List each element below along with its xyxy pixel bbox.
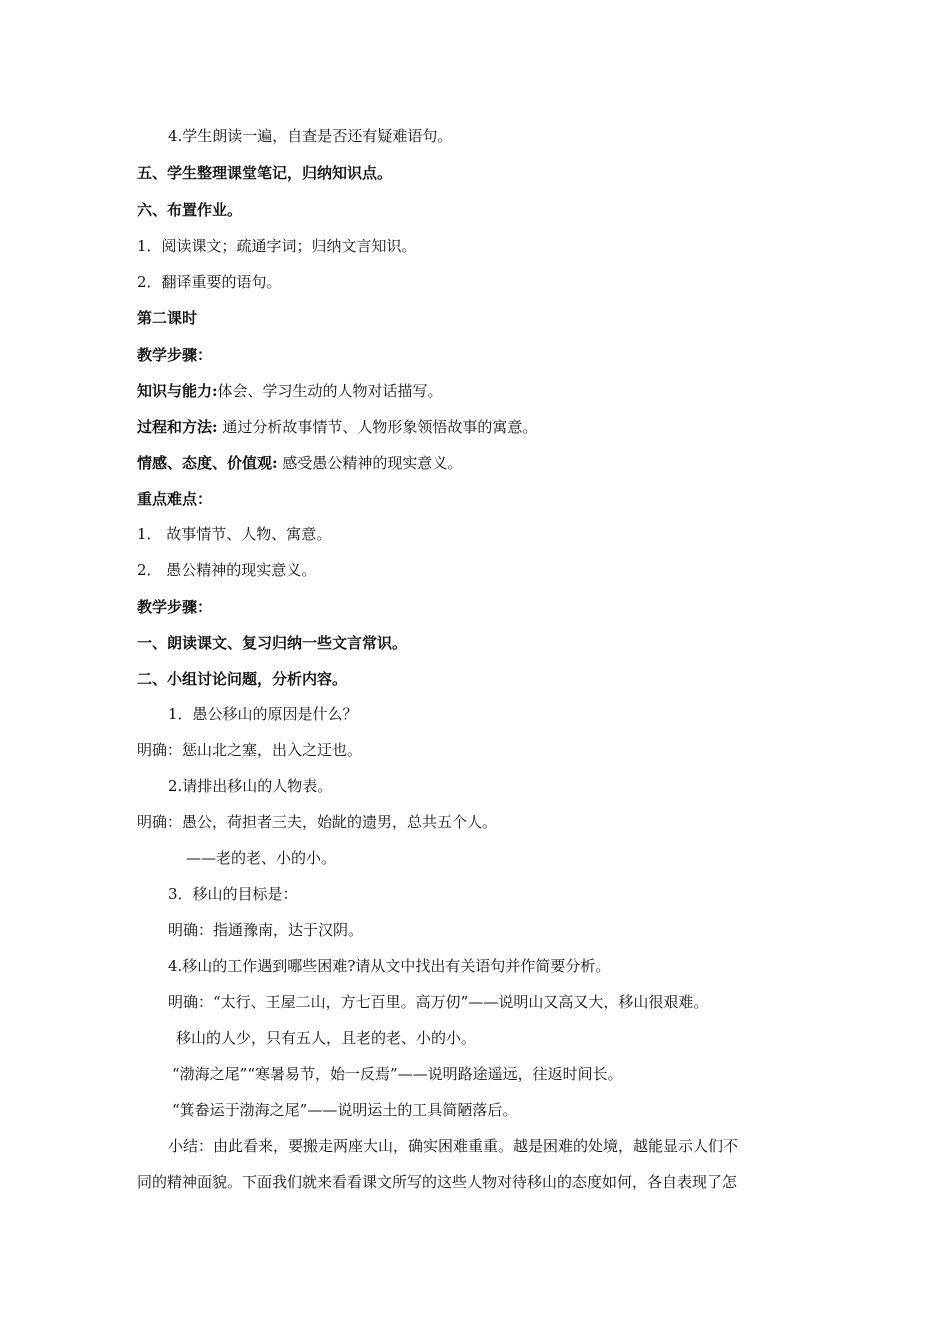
homework-item-2: 2．翻译重要的语句。: [137, 273, 282, 291]
summary-line-2: 同的精神面貌。下面我们就来看看课文所写的这些人物对待移山的态度如何，各自表现了怎: [137, 1173, 738, 1191]
goal-process-text: 通过分析故事情节、人物形象领悟故事的寓意。: [217, 418, 538, 436]
answer-1: 明确：惩山北之塞，出入之迂也。: [137, 741, 363, 759]
question-1: 1．愚公移山的原因是什么？: [168, 705, 358, 723]
answer-3: 明确：指通豫南，达于汉阴。: [168, 921, 364, 939]
answer-2: 明确：愚公，荷担者三夫，始龀的遗男，总共五个人。: [137, 813, 498, 831]
answer-4-line-4: “箕畚运于渤海之尾”——说明运土的工具简陋落后。: [172, 1101, 518, 1119]
goal-process: [137, 417, 537, 437]
teaching-steps-heading-2: 教学步骤：: [137, 598, 213, 616]
goal-knowledge-label: 知识与能力:: [137, 382, 218, 400]
goal-emotion-label: 情感、态度、价值观:: [137, 454, 278, 472]
answer-4-line-3: “渤海之尾”“寒暑易节，始一反焉”——说明路途遥远，往返时间长。: [172, 1065, 623, 1083]
homework-item-1: 1．阅读课文；疏通字词；归纳文言知识。: [137, 237, 417, 255]
goal-knowledge-text: 体会、学习生动的人物对话描写。: [217, 382, 443, 400]
goal-emotion: [137, 453, 462, 473]
homework-step-4: 4.学生朗读一遍，自查是否还有疑难语句。: [168, 127, 453, 145]
goal-process-label: 过程和方法:: [137, 418, 218, 436]
section-heading-5: 五、学生整理课堂笔记，归纳知识点。: [137, 164, 393, 182]
lesson-2-heading: 第二课时: [137, 309, 198, 327]
answer-4-line-1: 明确：“太行、王屋二山，方七百里。高万仞”——说明山又高又大，移山很艰难。: [168, 993, 709, 1011]
section-heading-1: 一、朗读课文、复习归纳一些文言常识。: [137, 634, 408, 652]
answer-4-line-2: 移山的人少，只有五人，且老的老、小的小。: [176, 1029, 477, 1047]
answer-2-note: ——老的老、小的小。: [186, 849, 337, 867]
key-points-heading: 重点难点：: [137, 490, 213, 508]
summary-line-1: 小结：由此看来，要搬走两座大山，确实困难重重。越是困难的处境，越能显示人们不: [168, 1137, 739, 1155]
section-heading-6: 六、布置作业。: [137, 201, 243, 219]
teaching-steps-heading: 教学步骤：: [137, 346, 213, 364]
goal-knowledge: [137, 381, 443, 401]
key-point-2: 2． 愚公精神的现实意义。: [137, 561, 317, 579]
key-point-1: 1． 故事情节、人物、寓意。: [137, 525, 332, 543]
question-3: 3．移山的目标是：: [168, 885, 298, 903]
section-heading-2: 二、小组讨论问题，分析内容。: [137, 670, 348, 688]
goal-emotion-text: 感受愚公精神的现实意义。: [277, 454, 463, 472]
question-2: 2.请排出移山的人物表。: [168, 777, 333, 795]
question-4: 4.移山的工作遇到哪些困难?请从文中找出有关语句并作简要分析。: [168, 957, 611, 975]
